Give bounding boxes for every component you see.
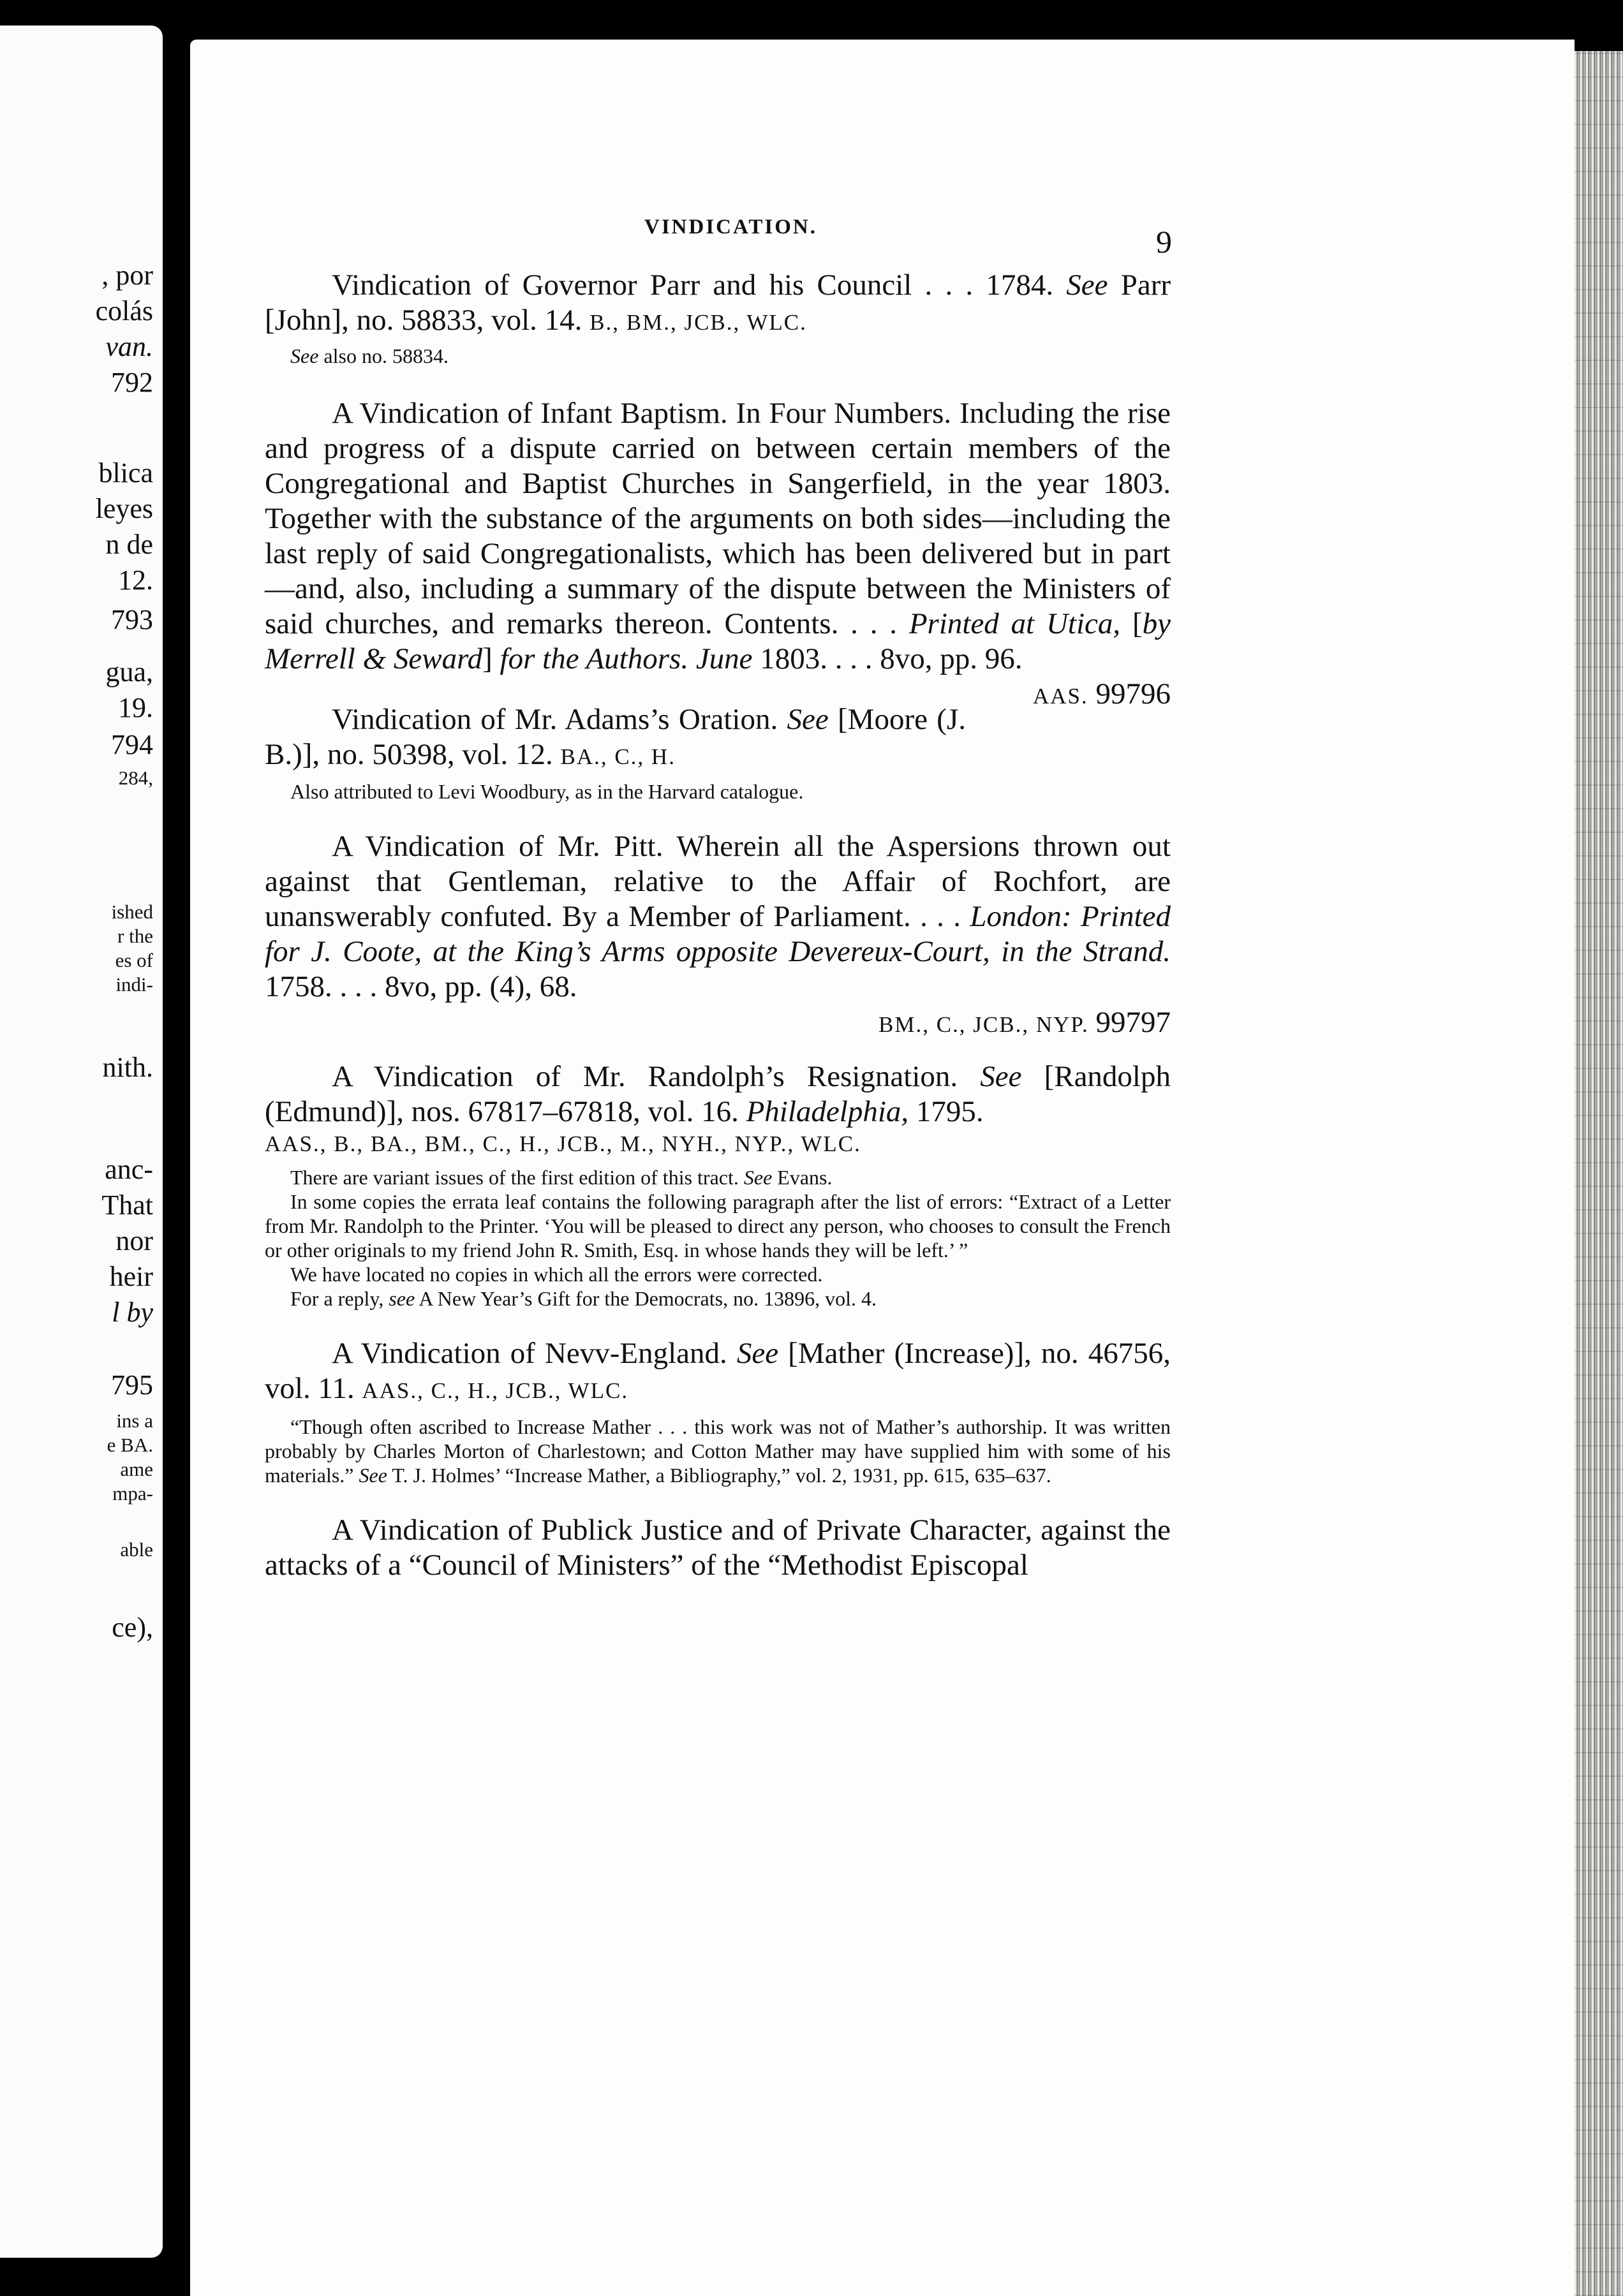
facing-page-text-fragment: gua,	[105, 656, 153, 688]
facing-page-text-fragment: able	[120, 1538, 153, 1561]
holdings-line	[265, 1004, 1171, 1043]
facing-page-text-fragment: l by	[112, 1297, 153, 1328]
facing-page-text-fragment: 793	[111, 604, 153, 635]
entry-text: A Vindication of Nevv-England. See [Mather (Increase)], no. 46756, vol. 11. AAS., C., H., JCB., WLC.	[265, 1337, 1171, 1405]
holdings: AAS., B., BA., BM., C., H., JCB., M., NYH., NYP., WLC.	[265, 1131, 861, 1156]
holdings: AAS., C., H., JCB., WLC.	[362, 1378, 629, 1403]
facing-page-text-fragment: nith.	[102, 1052, 153, 1083]
holdings: BA., C., H.	[560, 744, 676, 769]
facing-page-text-fragment: r the	[117, 925, 153, 947]
entry-text: A Vindication of Mr. Randolph’s Resignation. See [Randolph (Edmund)], nos. 67817–67818, vol. 16. Philadelphia, 1795.	[265, 1060, 1171, 1128]
entry-note: For a reply, see A New Year’s Gift for the Democrats, no. 13896, vol. 4.	[290, 1287, 877, 1310]
facing-page-text-fragment: 19.	[118, 692, 153, 723]
holdings: BM., C., JCB., NYP.	[878, 1012, 1089, 1037]
holdings: B., BM., JCB., WLC.	[589, 310, 807, 335]
facing-page-text-fragment: es of	[115, 949, 153, 971]
holdings: AAS.	[1032, 684, 1088, 709]
entry-text: A Vindication of Mr. Pitt. Wherein all the Aspersions thrown out against that Gentleman, relative to the Affair of Rochfort, are unanswerably confuted. By a Member of Parliament. . . . London: Printed for J. Coote, at the King’s Arms opposite Devereux-Court, in the Strand. 1758. . . . 8vo, pp. (4), 68.	[265, 830, 1171, 1003]
entry-text: A Vindication of Publick Justice and of Private Character, against the attacks of a “Council of Ministers” of the “Methodist Episcopal	[265, 1513, 1171, 1582]
entry-text: A Vindication of Infant Baptism. In Four Numbers. Including the rise and progress of a dispute carried on between certain members of the Congregational and Baptist Churches in Sangerfield, in the year 1803. Together with the substance of the arguments on both sides—including the last reply of said Congregationalists, which has been delivered but in part—and, also, including a summary of the dispute between the Ministers of said churches, and remarks thereon. Contents. . . . Printed at Utica, [by Merrell & Seward] for the Authors. June 1803. . . . 8vo, pp. 96. AAS. 99796	[265, 397, 1171, 710]
page-fore-edge	[1575, 51, 1623, 2296]
entry-number: 99797	[1095, 1006, 1171, 1039]
facing-page-text-fragment: 12.	[118, 564, 153, 596]
facing-page-text-fragment: 795	[111, 1369, 153, 1401]
entry-text: Vindication of Mr. Adams’s Oration. See [Moore (J. B.)], no. 50398, vol. 12. BA., C., H.	[265, 703, 966, 771]
facing-page-text-fragment: nor	[115, 1225, 153, 1256]
entry-note: Also attributed to Levi Woodbury, as in the Harvard catalogue.	[290, 780, 804, 803]
facing-page-text-fragment: leyes	[95, 493, 153, 524]
entry-adams-oration	[265, 702, 1171, 804]
facing-page-text-fragment: That	[101, 1189, 153, 1221]
facing-page-text-fragment: indi-	[115, 973, 153, 996]
page-number: 9	[1156, 224, 1172, 260]
entry-note: In some copies the errata leaf contains the following paragraph after the list of errors: “Extract of a Letter from Mr. Randolph to the Printer. ‘You will be pleased to direct any person, who chooses to consult the French or other originals to my friend John R. Smith, Esq. in whose hands they will be left.’ ”	[265, 1190, 1171, 1262]
entry-number: 99796	[1095, 677, 1171, 710]
facing-page-text-fragment: ished	[111, 901, 153, 923]
entry-publick-justice	[265, 1513, 1171, 1583]
entry-note: “Though often ascribed to Increase Mather . . . this work was not of Mather’s authorship. It was written probably by Charles Morton of Charlestown; and Cotton Mather may have supplied him with some of his materials.” See T. J. Holmes’ “Increase Mather, a Bibliography,” vol. 2, 1931, pp. 615, 635–637.	[265, 1415, 1171, 1487]
entry-note: See also no. 58834.	[290, 344, 448, 367]
facing-page-text-fragment: van.	[105, 331, 153, 362]
entry-text: Vindication of Governor Parr and his Council . . . 1784. See Parr [John], no. 58833, vol. 14. B., BM., JCB., WLC.	[265, 269, 1171, 337]
entry-randolph-resignation	[265, 1059, 1171, 1311]
entry-infant-baptism	[265, 396, 1171, 710]
facing-page-text-fragment: ame	[120, 1458, 153, 1480]
page-content	[265, 210, 1171, 1600]
facing-page-text-fragment: mpa-	[112, 1482, 153, 1505]
book-gutter	[163, 0, 191, 2296]
facing-page-text-fragment: blica	[98, 457, 153, 489]
facing-page-text-fragment: 794	[111, 729, 153, 760]
running-head: VINDICATION.	[644, 216, 817, 239]
facing-page-text-fragment: ins a	[116, 1409, 153, 1432]
facing-page-text-fragment: , por	[101, 260, 153, 291]
facing-page-text-fragment: 284,	[118, 767, 153, 789]
entry-new-england	[265, 1336, 1171, 1487]
entry-note: There are variant issues of the first edition of this tract. See Evans.	[290, 1166, 833, 1189]
entry-note: We have located no copies in which all the errors were corrected.	[290, 1263, 823, 1286]
facing-page-text-fragment: heir	[109, 1261, 153, 1292]
facing-page-text-fragment: n de	[105, 529, 153, 560]
facing-page-text-fragment: colás	[95, 295, 153, 327]
facing-page-text-fragment: ce),	[112, 1612, 153, 1643]
facing-page-text-fragment: 792	[111, 367, 153, 398]
facing-page-text-fragment: anc-	[105, 1154, 153, 1185]
holdings-line	[265, 1130, 1171, 1159]
entry-mr-pitt	[265, 829, 1171, 1043]
facing-page-text-fragment: e BA.	[107, 1434, 153, 1456]
entry-governor-parr	[265, 268, 1171, 368]
facing-page-fragment	[0, 26, 163, 2258]
